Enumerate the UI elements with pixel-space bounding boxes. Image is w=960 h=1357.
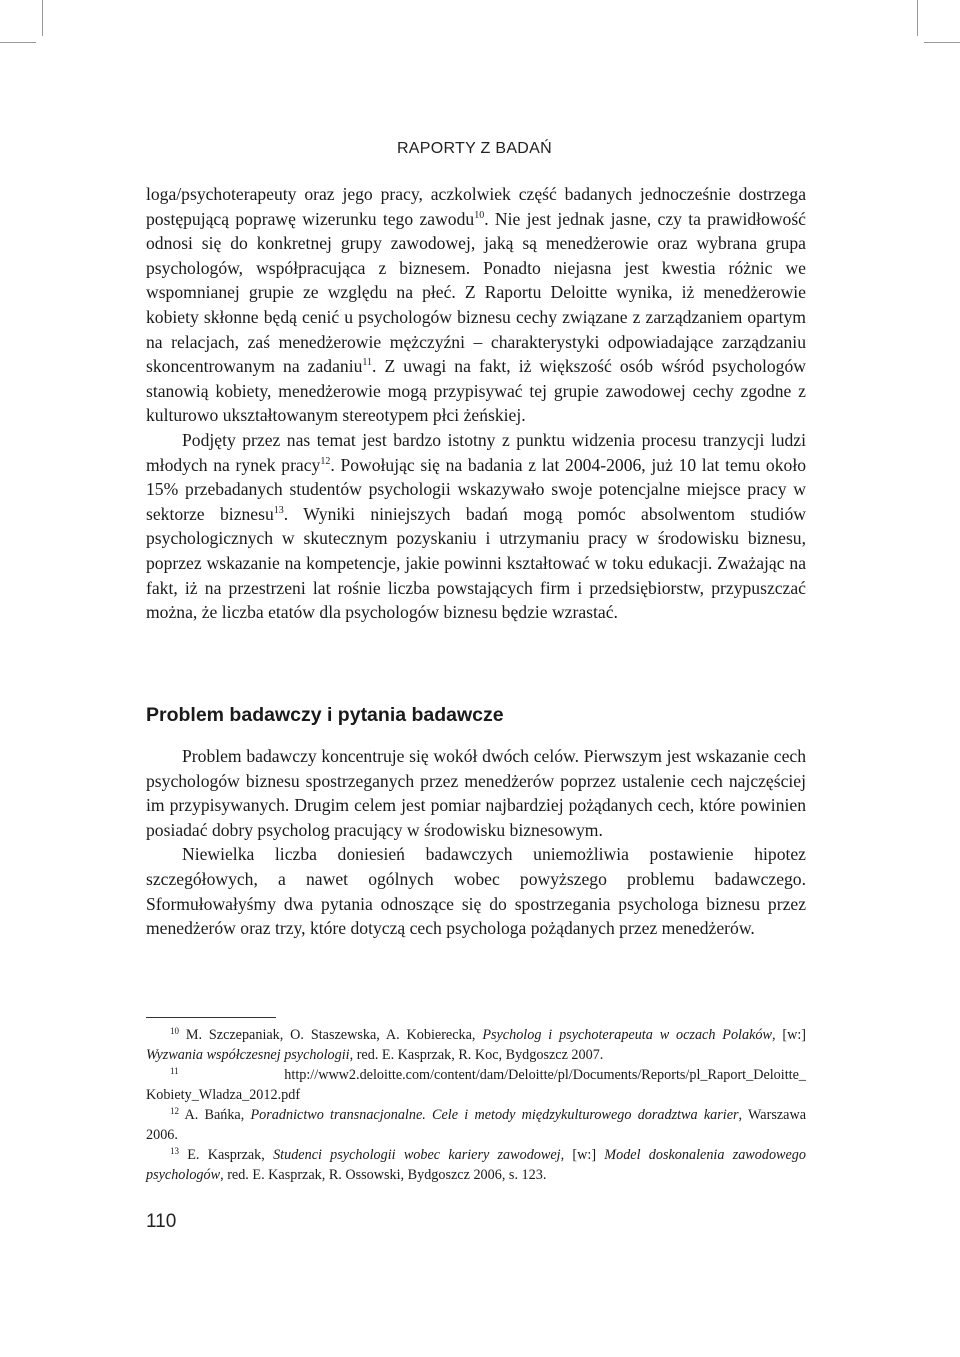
- footnote-ref[interactable]: 11: [362, 357, 373, 369]
- footnote-link[interactable]: http://www2.deloitte.com/content/dam/Deloitte/pl/Documents/Reports/pl_Raport_Deloitte_ Kobiety_Wladza_2012.pdf: [146, 1067, 806, 1103]
- footnote-separator: [146, 1017, 276, 1018]
- section-text: [146, 744, 806, 941]
- footnotes: [146, 1025, 806, 1185]
- running-header: RAPORTY Z BADAŃ: [396, 140, 552, 157]
- paragraph: Niewielka liczba doniesień badawczych uniemożliwia postawienie hipotez szczegółowych, a nawet ogólnych wobec powyższego problemu badawczego. Sformułowałyśmy dwa pytania odnoszące się do spostrzegania psychologa biznesu przez menedżerów oraz trzy, które dotyczą cech psychologa pożądanych przez menedżerów.: [146, 844, 806, 939]
- section-heading: Problem badawczy i pytania badawcze: [146, 704, 504, 726]
- paragraph: Problem badawczy koncentruje się wokół dwóch celów. Pierwszym jest wskazanie cech psychologów biznesu spostrzeganych przez menedżerów poprzez ustalenie cech najczęściej im przypisywanych. Drugim celem jest pomiar najbardziej pożądanych cech, które powinien posiadać dobry psycholog pracujący w środowisku biznesowym.: [146, 746, 806, 840]
- footnote: $^{13}$ E. Kasprzak, Studenci psychologii wobec kariery zawodowej, [w:] Model doskonalenia zawodowego psychologów, red. E. Kasprzak, R. Ossowski, Bydgoszcz 2006, s. 123.: [146, 1146, 806, 1183]
- footnote-ref[interactable]: 12: [320, 455, 331, 467]
- paragraph: Podjęty przez nas temat jest bardzo istotny z punktu widzenia procesu tranzycji ludzi młodych na rynek pracy$^{12}$. Powołując się na badania z lat 2004-2006, już 10 lat temu około 15% przebadanych studentów psychologii wskazywało swoje potencjalne miejsce pracy w sektorze biznesu$^{13}$. Wyniki niniejszych badań mogą pomóc absolwentom studiów psychologicznych w skutecznym pozyskaniu i utrzymaniu pracy w środowisku biznesu, poprzez wskazanie na kompetencje, jakie powinni kształtować w toku edukacji. Zważając na fakt, iż na przestrzeni lat rośnie liczba powstających firm i przedsiębiorstw, przypuszczać można, że liczba etatów dla psychologów biznesu będzie wzrastać.: [146, 429, 807, 623]
- page-number: 110: [146, 1211, 177, 1232]
- paragraph: loga/psychoterapeuty oraz jego pracy, aczkolwiek część badanych jednocześnie dostrzega postępującą poprawę wizerunku tego zawodu$^{10}$. Nie jest jednak jasne, czy ta prawidłowość odnosi się do konkretnej grupy zawodowej, jaką są menedżerowie oraz wybrana grupa psychologów, współpracująca z biznesem. Ponadto niejasna jest kwestia różnic we wspomnianej grupie ze względu na płeć. Z Raportu Deloitte wynika, iż menedżerowie kobiety skłonne będą cenić u psychologów biznesu cechy związane z zarządzaniem opartym na relacjach, zaś menedżerowie mężczyźni – charakterystyki odpowiadające zarządzaniu skoncentrowanym na zadaniu$^{11}$. Z uwagi na fakt, iż większość osób wśród psychologów stanowią kobiety, menedżerowie mogą przypisywać tej grupie zawodowej cechy zgodne z kulturowo ukształtowanym stereotypem płci żeńskiej.: [146, 184, 806, 426]
- intro-text: [146, 182, 806, 625]
- footnote: $^{11}$ http://www2.deloitte.com/content/dam/Deloitte/pl/Documents/Reports/pl_Raport_Deloitte_ Kobiety_Wladza_2012.pdf: [146, 1066, 806, 1103]
- footnote-ref[interactable]: 10: [474, 209, 485, 221]
- footnote: $^{12}$ A. Bańka, Poradnictwo transnacjonalne. Cele i metody międzykulturowego doradztwa karier, Warszawa 2006.: [146, 1106, 806, 1143]
- footnote: $^{10}$ M. Szczepaniak, O. Staszewska, A. Kobierecka, Psycholog i psychoterapeuta w oczach Polaków, [w:] Wyzwania współczesnej psychologii, red. E. Kasprzak, R. Koc, Bydgoszcz 2007.: [146, 1026, 806, 1063]
- footnote-ref[interactable]: 13: [273, 504, 284, 516]
